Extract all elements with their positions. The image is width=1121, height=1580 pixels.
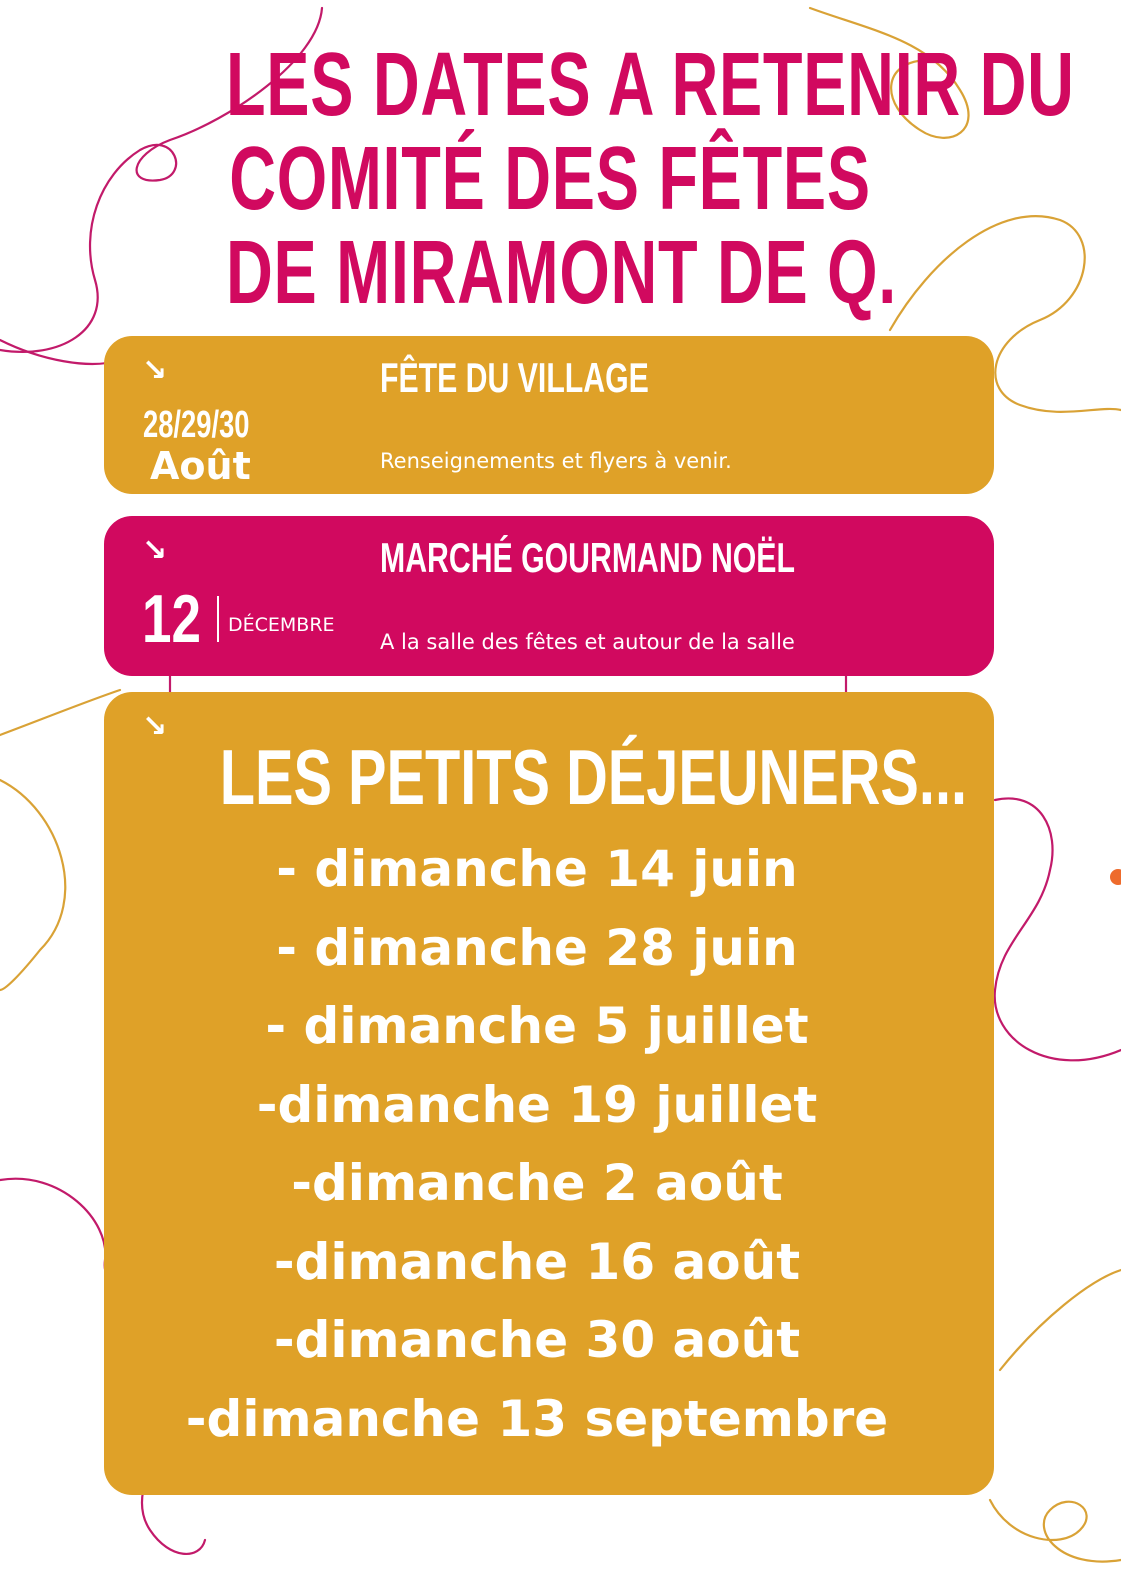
event-month: DÉCEMBRE: [228, 614, 335, 636]
event-card-fete-du-village: [104, 336, 994, 494]
list-item: -dimanche 30 août: [273, 1311, 801, 1369]
list-item: - dimanche 14 juin: [276, 840, 798, 898]
title-line-1: LES DATES A RETENIR DU: [226, 35, 1075, 135]
event-description: A la salle des fêtes et autour de la salle: [380, 630, 795, 654]
list-item: -dimanche 13 septembre: [185, 1389, 889, 1448]
list-item: - dimanche 5 juillet: [265, 997, 809, 1055]
event-dates: 28/29/30: [143, 404, 250, 446]
list-item: -dimanche 16 août: [273, 1232, 801, 1291]
event-card-marche-gourmand: [104, 516, 994, 676]
date-separator: [217, 596, 219, 642]
title-line-3: DE MIRAMONT DE Q.: [226, 223, 898, 323]
event-description: Renseignements et flyers à venir.: [380, 449, 732, 473]
event-title: MARCHÉ GOURMAND NOËL: [380, 534, 795, 581]
list-item: -dimanche 19 juillet: [256, 1075, 818, 1134]
event-card-petits-dejeuners: [104, 692, 994, 1495]
arrow-down-right-icon: ↘: [142, 353, 168, 388]
arrow-down-right-icon: ↘: [142, 533, 168, 568]
title-line-2: COMITÉ DES FÊTES: [229, 129, 871, 229]
petits-dejeuners-dates: [104, 830, 970, 1458]
event-title: FÊTE DU VILLAGE: [380, 354, 649, 401]
event-month: Août: [150, 444, 251, 488]
event-day: 12: [142, 581, 201, 657]
arrow-down-right-icon: ↘: [142, 709, 168, 744]
page-title: [226, 35, 1075, 323]
list-item: - dimanche 28 juin: [276, 918, 798, 977]
petits-dejeuners-title: LES PETITS DÉJEUNERS...: [219, 733, 968, 821]
list-item: -dimanche 2 août: [291, 1154, 783, 1212]
